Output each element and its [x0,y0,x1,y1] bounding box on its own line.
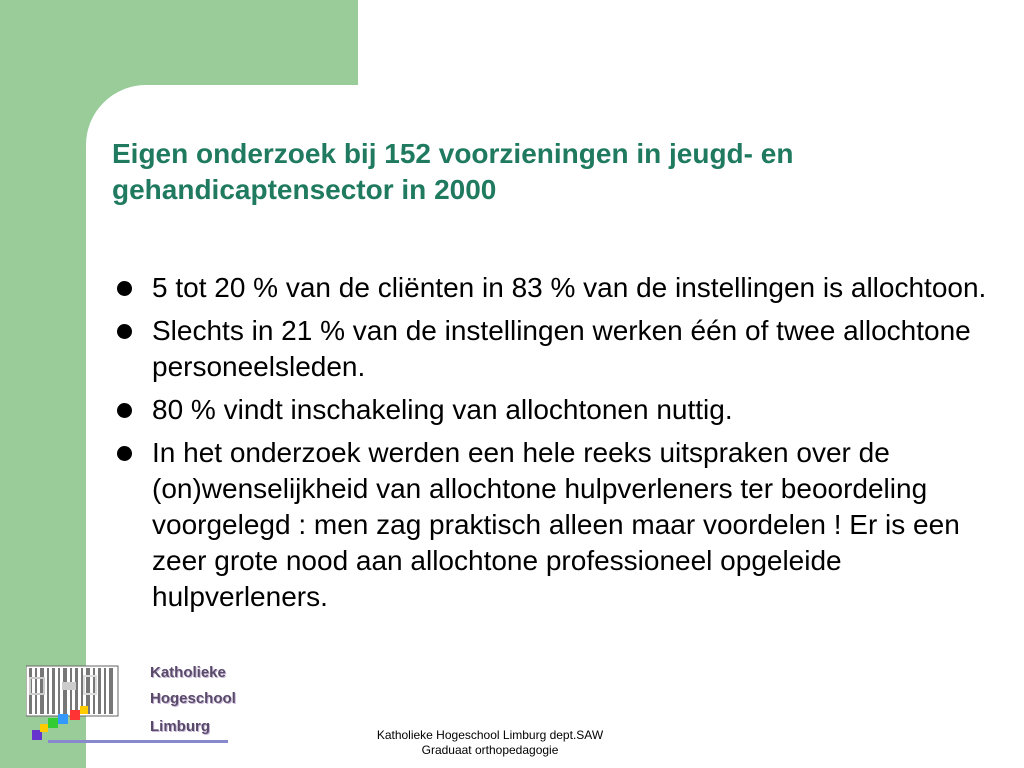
logo-text-line1: Katholieke [150,664,226,681]
bullet-dot-icon [117,446,132,461]
logo-text-line3: Limburg [150,718,210,735]
bullet-text: Slechts in 21 % van de instellingen werken één of twee allochtone personeelsleden. [152,315,971,382]
bullet-dot-icon [117,281,132,296]
bullet-dot-icon [117,403,132,418]
khl-logo-icon [26,662,126,746]
bullet-item [112,435,1002,615]
bullet-item [112,270,1002,306]
bullet-text: In het onderzoek werden een hele reeks uitspraken over de (on)wenselijkheid van allochtone hulpverleners ter beoordeling voorgelegd : men zag praktisch alleen maar voordelen ! Er is een zeer grote nood aan allochtone professioneel opgeleide hulpverleners. [152,437,960,612]
bullet-text: 5 tot 20 % van de cliënten in 83 % van de instellingen is allochtoon. [152,272,987,303]
bullet-item [112,392,1002,428]
footer-line2: Graduaat orthopedagogie [421,743,559,757]
bullet-item [112,313,1002,385]
slide-title: Eigen onderzoek bij 152 voorzieningen in jeugd- en gehandicaptensector in 2000 [112,138,794,205]
logo-text-line2: Hogeschool [150,690,236,707]
bullet-dot-icon [117,324,132,339]
logo-underline [48,740,228,743]
footer [310,728,670,758]
bullet-text: 80 % vindt inschakeling van allochtonen nuttig. [152,394,733,425]
footer-line1: Katholieke Hogeschool Limburg dept.SAW [376,728,604,742]
khl-logo [26,662,236,746]
bullet-list [112,270,1002,622]
